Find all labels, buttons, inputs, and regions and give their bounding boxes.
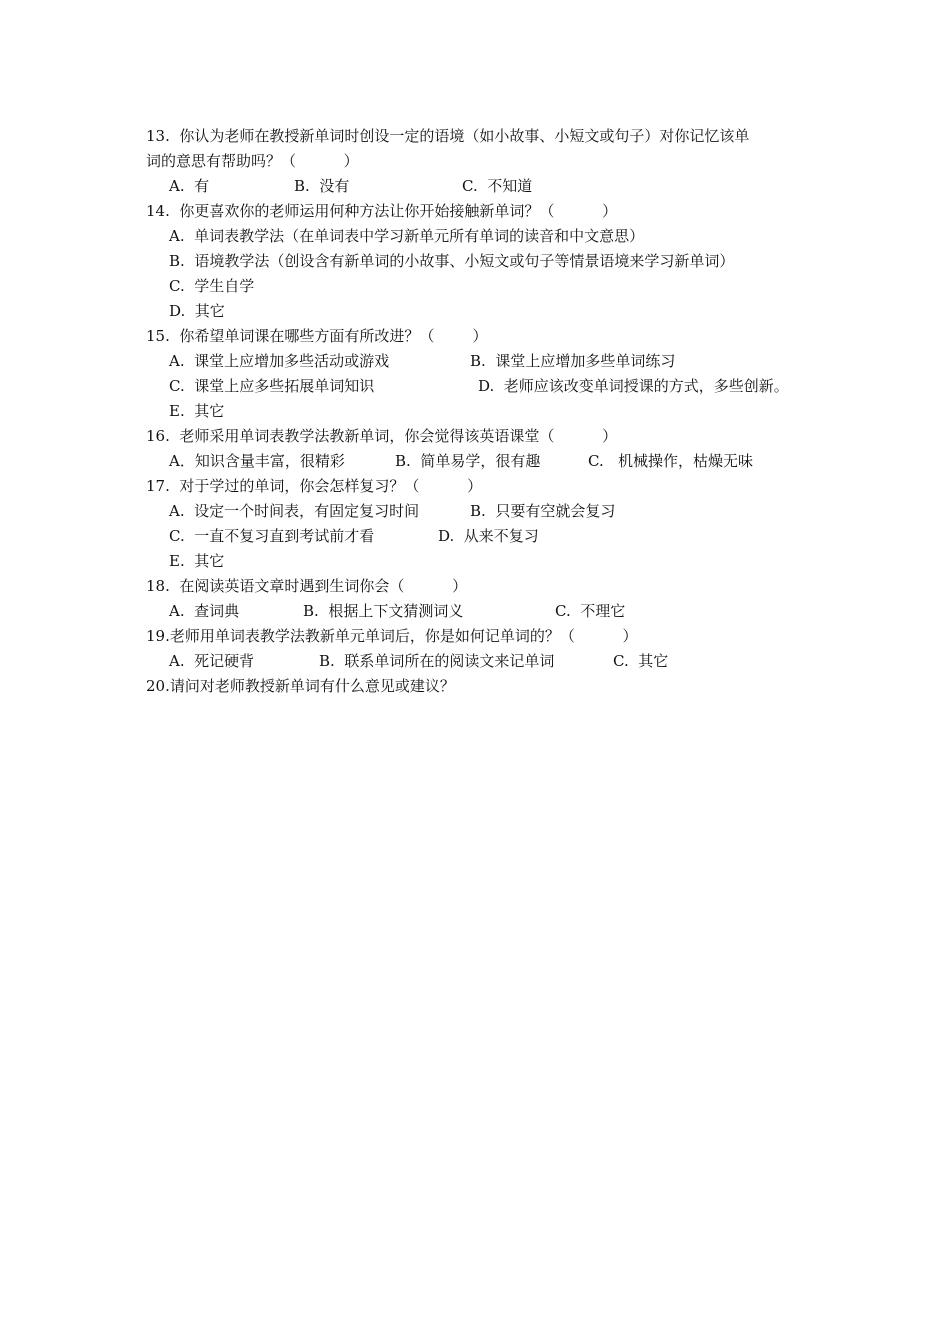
- question-text: 对于学过的单词，你会怎样复习？（ ）: [179, 477, 483, 495]
- question-19: [146, 626, 638, 646]
- option-16-b: B. 简单易学，很有趣: [395, 452, 541, 470]
- option-18-a: A. 查词典: [169, 602, 240, 620]
- question-number: 17.: [146, 477, 170, 495]
- question-number: 13.: [146, 127, 170, 145]
- question-number: 20.: [146, 677, 170, 695]
- option-13-c: C. 不知道: [462, 177, 533, 195]
- option-15-e: E. 其它: [169, 402, 225, 420]
- option-18-c: C. 不理它: [555, 602, 626, 620]
- question-20: [146, 676, 455, 696]
- option-13-b: B. 没有: [294, 177, 350, 195]
- question-number: 19.: [146, 627, 170, 645]
- option-14-d: D. 其它: [169, 302, 225, 320]
- question-17: [146, 476, 482, 496]
- question-18: [146, 576, 467, 596]
- question-number: 14.: [146, 202, 170, 220]
- question-text: 你认为老师在教授新单词时创设一定的语境（如小故事、小短文或句子）对你记忆该单: [179, 127, 750, 145]
- question-text: 老师采用单词表教学法教新单词，你会觉得该英语课堂（ ）: [179, 427, 618, 445]
- option-14-a: A. 单词表教学法（在单词表中学习新单元所有单词的读音和中文意思）: [169, 227, 645, 245]
- option-15-c: C. 课堂上应多些拓展单词知识: [169, 377, 375, 395]
- question-13-line1: [146, 126, 749, 146]
- option-13-a: A. 有: [169, 177, 210, 195]
- question-text: 你更喜欢你的老师运用何种方法让你开始接触新单词？（ ）: [179, 202, 618, 220]
- option-18-b: B. 根据上下文猜测词义: [303, 602, 464, 620]
- option-15-a: A. 课堂上应增加多些活动或游戏: [169, 352, 390, 370]
- question-14: [146, 201, 617, 221]
- option-19-c: C. 其它: [613, 652, 669, 670]
- option-14-b: B. 语境教学法（创设含有新单词的小故事、小短文或句子等情景语境来学习新单词）: [169, 252, 735, 270]
- option-16-a: A．知识含量丰富，很精彩: [169, 452, 345, 470]
- question-16: [146, 426, 617, 446]
- question-text: 请问对老师教授新单词有什么意见或建议？: [169, 677, 455, 695]
- option-17-a: A. 设定一个时间表，有固定复习时间: [169, 502, 420, 520]
- option-19-a: A. 死记硬背: [169, 652, 255, 670]
- question-13-line2: 词的意思有帮助吗？（ ）: [146, 152, 359, 170]
- question-number: 15.: [146, 327, 170, 345]
- option-17-d: D. 从来不复习: [438, 527, 539, 545]
- option-14-c: C. 学生自学: [169, 277, 255, 295]
- option-15-b: B. 课堂上应增加多些单词练习: [470, 352, 676, 370]
- option-19-b: B. 联系单词所在的阅读文来记单词: [319, 652, 555, 670]
- question-number: 16.: [146, 427, 170, 445]
- option-17-c: C. 一直不复习直到考试前才看: [169, 527, 375, 545]
- question-text: 在阅读英语文章时遇到生词你会（ ）: [179, 577, 468, 595]
- option-17-b: B. 只要有空就会复习: [470, 502, 616, 520]
- question-text: 老师用单词表教学法教新单元单词后，你是如何记单词的？（ ）: [169, 627, 638, 645]
- option-15-d: D. 老师应该改变单词授课的方式，多些创新。: [478, 377, 789, 395]
- question-number: 18.: [146, 577, 170, 595]
- question-15: [146, 326, 488, 346]
- option-17-e: E. 其它: [169, 552, 225, 570]
- question-text: 你希望单词课在哪些方面有所改进？（ ）: [179, 327, 488, 345]
- option-16-c: C. 机械操作，枯燥无味: [588, 452, 754, 470]
